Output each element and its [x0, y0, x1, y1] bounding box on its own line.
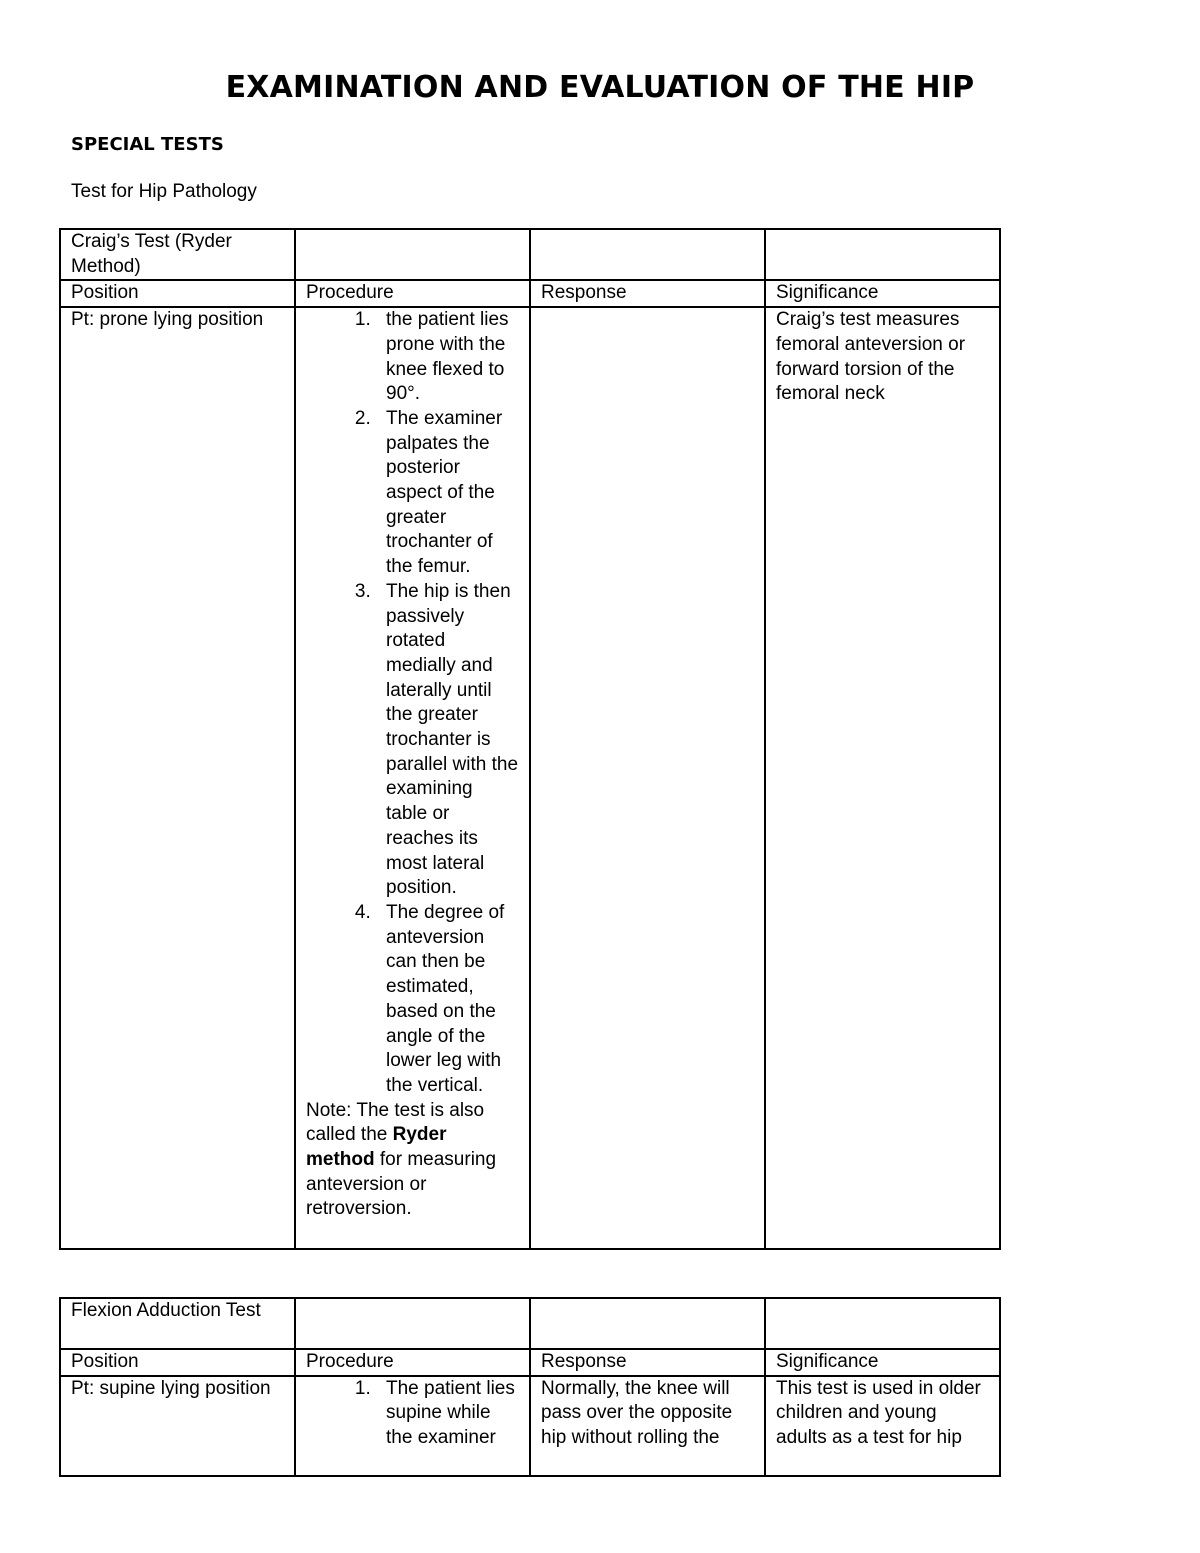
table-header-row [60, 280, 1000, 307]
response-cell: Normally, the knee will pass over the opposite hip without rolling the [530, 1376, 765, 1476]
empty-cell [765, 1298, 1000, 1349]
header-response: Response [530, 1349, 765, 1376]
header-position: Position [60, 1349, 295, 1376]
header-significance: Significance [765, 280, 1000, 307]
procedure-steps-list [306, 1377, 519, 1451]
header-position: Position [60, 280, 295, 307]
empty-cell [295, 1298, 530, 1349]
header-response: Response [530, 280, 765, 307]
empty-cell [530, 1298, 765, 1349]
empty-cell [295, 229, 530, 280]
empty-cell [530, 229, 765, 280]
test-name-cell: Craig’s Test (Ryder Method) [60, 229, 295, 280]
procedure-note [306, 1099, 519, 1223]
section-heading: SPECIAL TESTS [71, 134, 224, 155]
table-header-row [60, 1349, 1000, 1376]
header-procedure: Procedure [295, 1349, 530, 1376]
procedure-step: 3. The hip is then passively rotated medially and laterally until the greater trochanter is parallel with the examining table or reaches its most lateral position. [376, 580, 519, 901]
page-title: EXAMINATION AND EVALUATION OF THE HIP [225, 70, 975, 105]
significance-cell: This test is used in older children and young adults as a test for hip [765, 1376, 1000, 1476]
note-bold: Ryder method [306, 1124, 447, 1171]
empty-cell [765, 229, 1000, 280]
table-title-row [60, 1298, 1000, 1349]
procedure-cell [295, 307, 530, 1249]
response-cell [530, 307, 765, 1249]
header-procedure: Procedure [295, 280, 530, 307]
note-prefix: Note: The test is also called the [306, 1099, 485, 1146]
flexion-adduction-test-table [59, 1297, 1001, 1477]
table-row [60, 1376, 1000, 1476]
table-title-row [60, 229, 1000, 280]
note-suffix: for measuring anteversion or retroversion. [306, 1149, 497, 1220]
header-significance: Significance [765, 1349, 1000, 1376]
procedure-step: 1. The patient lies supine while the examiner [376, 1377, 519, 1451]
craig-test-table [59, 228, 1001, 1250]
position-cell: Pt: prone lying position [60, 307, 295, 1249]
procedure-step: 1. the patient lies prone with the knee flexed to 90°. [376, 308, 519, 407]
position-cell: Pt: supine lying position [60, 1376, 295, 1476]
procedure-step: 2. The examiner palpates the posterior aspect of the greater trochanter of the femur. [376, 407, 519, 580]
test-name-cell: Flexion Adduction Test [60, 1298, 295, 1349]
table-row [60, 307, 1000, 1249]
procedure-cell [295, 1376, 530, 1476]
procedure-step: 4. The degree of anteversion can then be estimated, based on the angle of the lower leg with the vertical. [376, 901, 519, 1099]
procedure-steps-list [306, 308, 519, 1099]
subheading: Test for Hip Pathology [71, 181, 257, 202]
significance-cell: Craig’s test measures femoral anteversion or forward torsion of the femoral neck [765, 307, 1000, 1249]
